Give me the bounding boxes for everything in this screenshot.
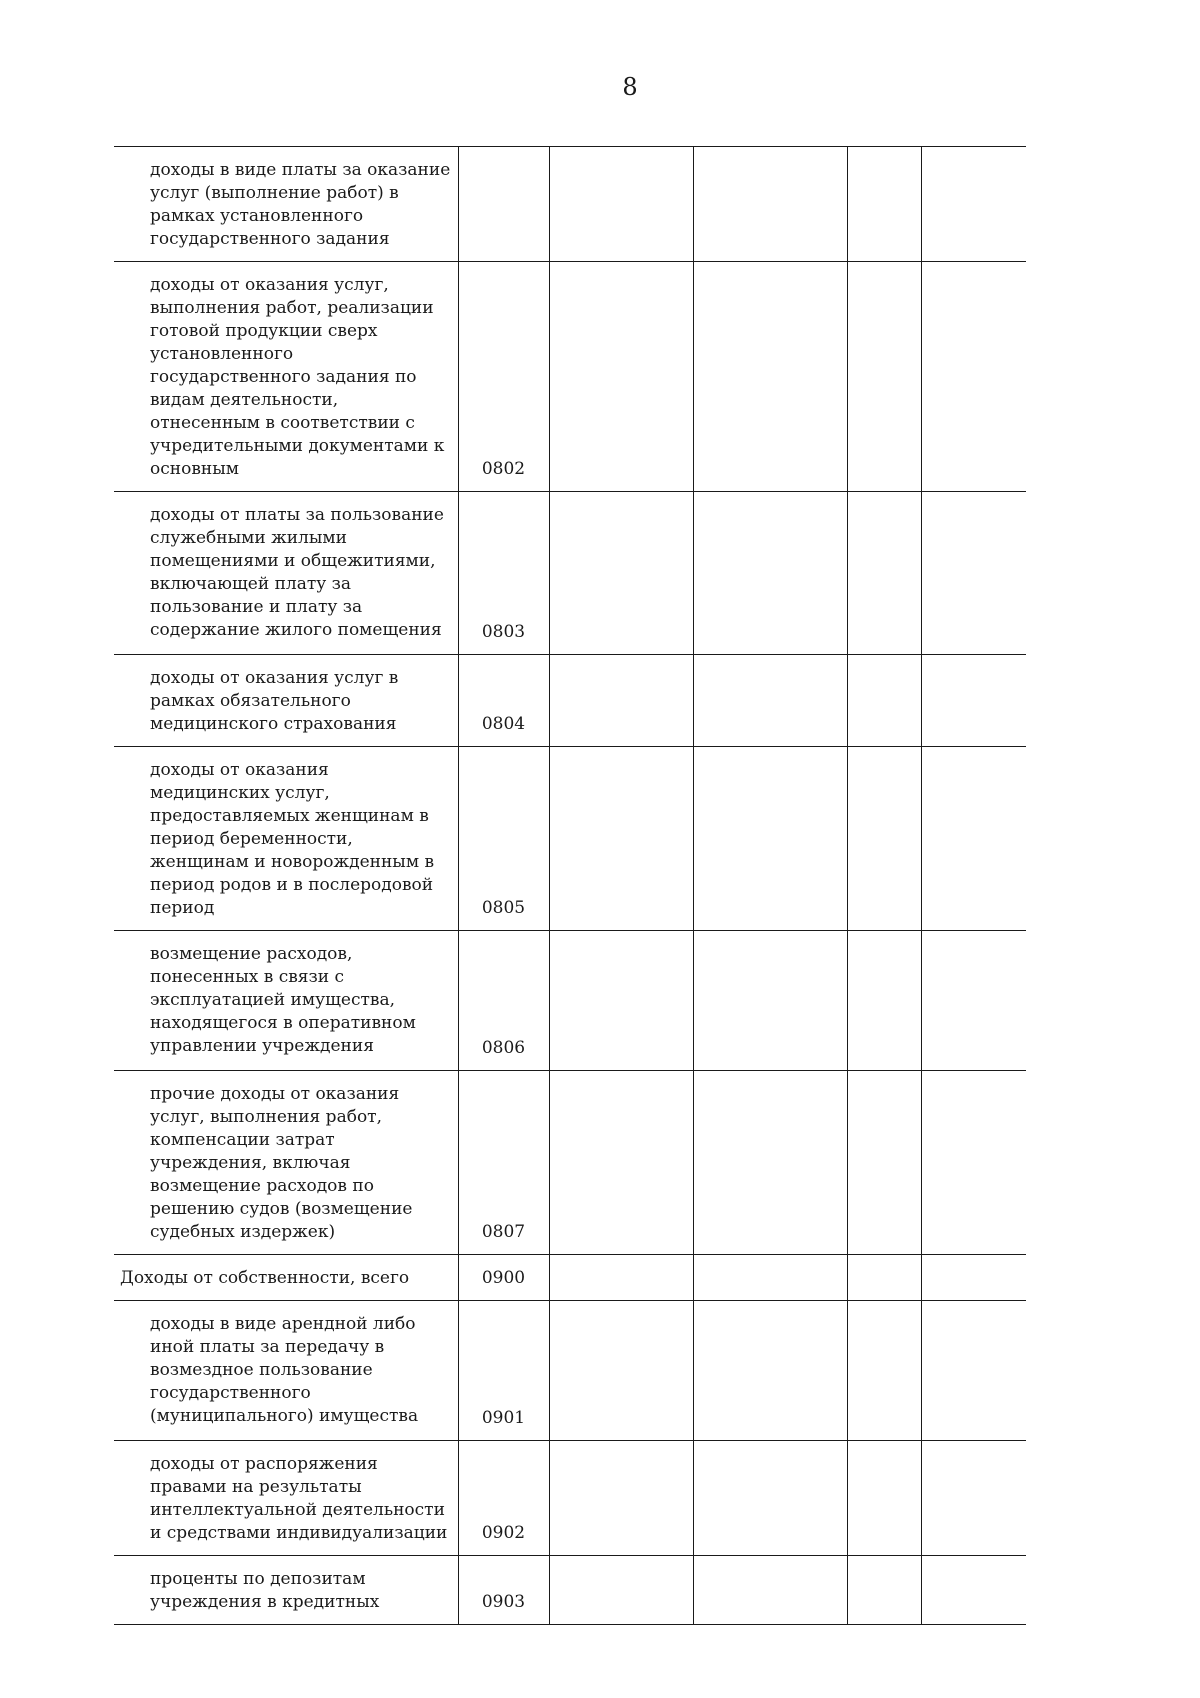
value-cell-4 [921,262,1026,492]
row-name: доходы в виде платы за оказание услуг (выполнение работ) в рамках установленного государственного задания [114,147,458,262]
value-cell-3 [847,1255,921,1301]
value-cell-4 [921,1301,1026,1441]
value-cell-1 [549,262,693,492]
value-cell-2 [693,1441,847,1556]
row-name: доходы от оказания медицинских услуг, предоставляемых женщинам в период беременности, женщинам и новорожденным в период родов и в послеродовой период [114,747,458,931]
table-row [114,655,1026,747]
value-cell-2 [693,655,847,747]
value-cell-4 [921,492,1026,655]
value-cell-1 [549,655,693,747]
table-row [114,147,1026,262]
table-body [114,147,1026,1625]
value-cell-2 [693,147,847,262]
value-cell-4 [921,1441,1026,1556]
value-cell-3 [847,492,921,655]
value-cell-4 [921,1255,1026,1301]
row-code: 0807 [458,1071,549,1255]
value-cell-4 [921,931,1026,1071]
value-cell-3 [847,655,921,747]
row-name: доходы от оказания услуг в рамках обязательного медицинского страхования [114,655,458,747]
page-number: 8 [622,73,638,101]
table-row [114,1301,1026,1441]
row-code: 0902 [458,1441,549,1556]
value-cell-4 [921,655,1026,747]
value-cell-3 [847,1071,921,1255]
value-cell-1 [549,492,693,655]
table-row [114,747,1026,931]
value-cell-3 [847,747,921,931]
value-cell-1 [549,1301,693,1441]
row-name: возмещение расходов, понесенных в связи с эксплуатацией имущества, находящегося в оперативном управлении учреждения [114,931,458,1071]
table-row [114,1255,1026,1301]
value-cell-2 [693,1255,847,1301]
value-cell-2 [693,1071,847,1255]
row-code: 0802 [458,262,549,492]
row-code: 0804 [458,655,549,747]
value-cell-4 [921,1071,1026,1255]
row-code [458,147,549,262]
table-row [114,1441,1026,1556]
row-code: 0803 [458,492,549,655]
table-row [114,492,1026,655]
row-name: Доходы от собственности, всего [114,1255,458,1301]
value-cell-3 [847,262,921,492]
row-code: 0903 [458,1556,549,1625]
value-cell-1 [549,931,693,1071]
value-cell-4 [921,747,1026,931]
value-cell-3 [847,147,921,262]
value-cell-1 [549,147,693,262]
value-cell-2 [693,747,847,931]
value-cell-3 [847,1441,921,1556]
table-row [114,1071,1026,1255]
value-cell-2 [693,931,847,1071]
row-name: доходы от платы за пользование служебными жилыми помещениями и общежитиями, включающей плату за пользование и плату за содержание жилого помещения [114,492,458,655]
value-cell-1 [549,1441,693,1556]
income-report-table [114,146,1026,1625]
value-cell-4 [921,1556,1026,1625]
table-row [114,931,1026,1071]
value-cell-2 [693,1301,847,1441]
value-cell-2 [693,1556,847,1625]
value-cell-3 [847,1556,921,1625]
row-name: доходы в виде арендной либо иной платы за передачу в возмездное пользование государственного (муниципального) имущества [114,1301,458,1441]
row-code: 0900 [458,1255,549,1301]
value-cell-1 [549,1071,693,1255]
row-name: проценты по депозитам учреждения в кредитных [114,1556,458,1625]
row-name: доходы от распоряжения правами на результаты интеллектуальной деятельности и средствами индивидуализации [114,1441,458,1556]
value-cell-3 [847,1301,921,1441]
value-cell-4 [921,147,1026,262]
row-name: прочие доходы от оказания услуг, выполнения работ, компенсации затрат учреждения, включая возмещение расходов по решению судов (возмещение судебных издержек) [114,1071,458,1255]
row-name: доходы от оказания услуг, выполнения работ, реализации готовой продукции сверх установленного государственного задания по видам деятельности, отнесенным в соответствии с учредительными документами к основным [114,262,458,492]
row-code: 0806 [458,931,549,1071]
table-row [114,262,1026,492]
value-cell-2 [693,262,847,492]
table-row [114,1556,1026,1625]
value-cell-1 [549,747,693,931]
row-code: 0901 [458,1301,549,1441]
row-code: 0805 [458,747,549,931]
value-cell-3 [847,931,921,1071]
value-cell-2 [693,492,847,655]
value-cell-1 [549,1255,693,1301]
value-cell-1 [549,1556,693,1625]
